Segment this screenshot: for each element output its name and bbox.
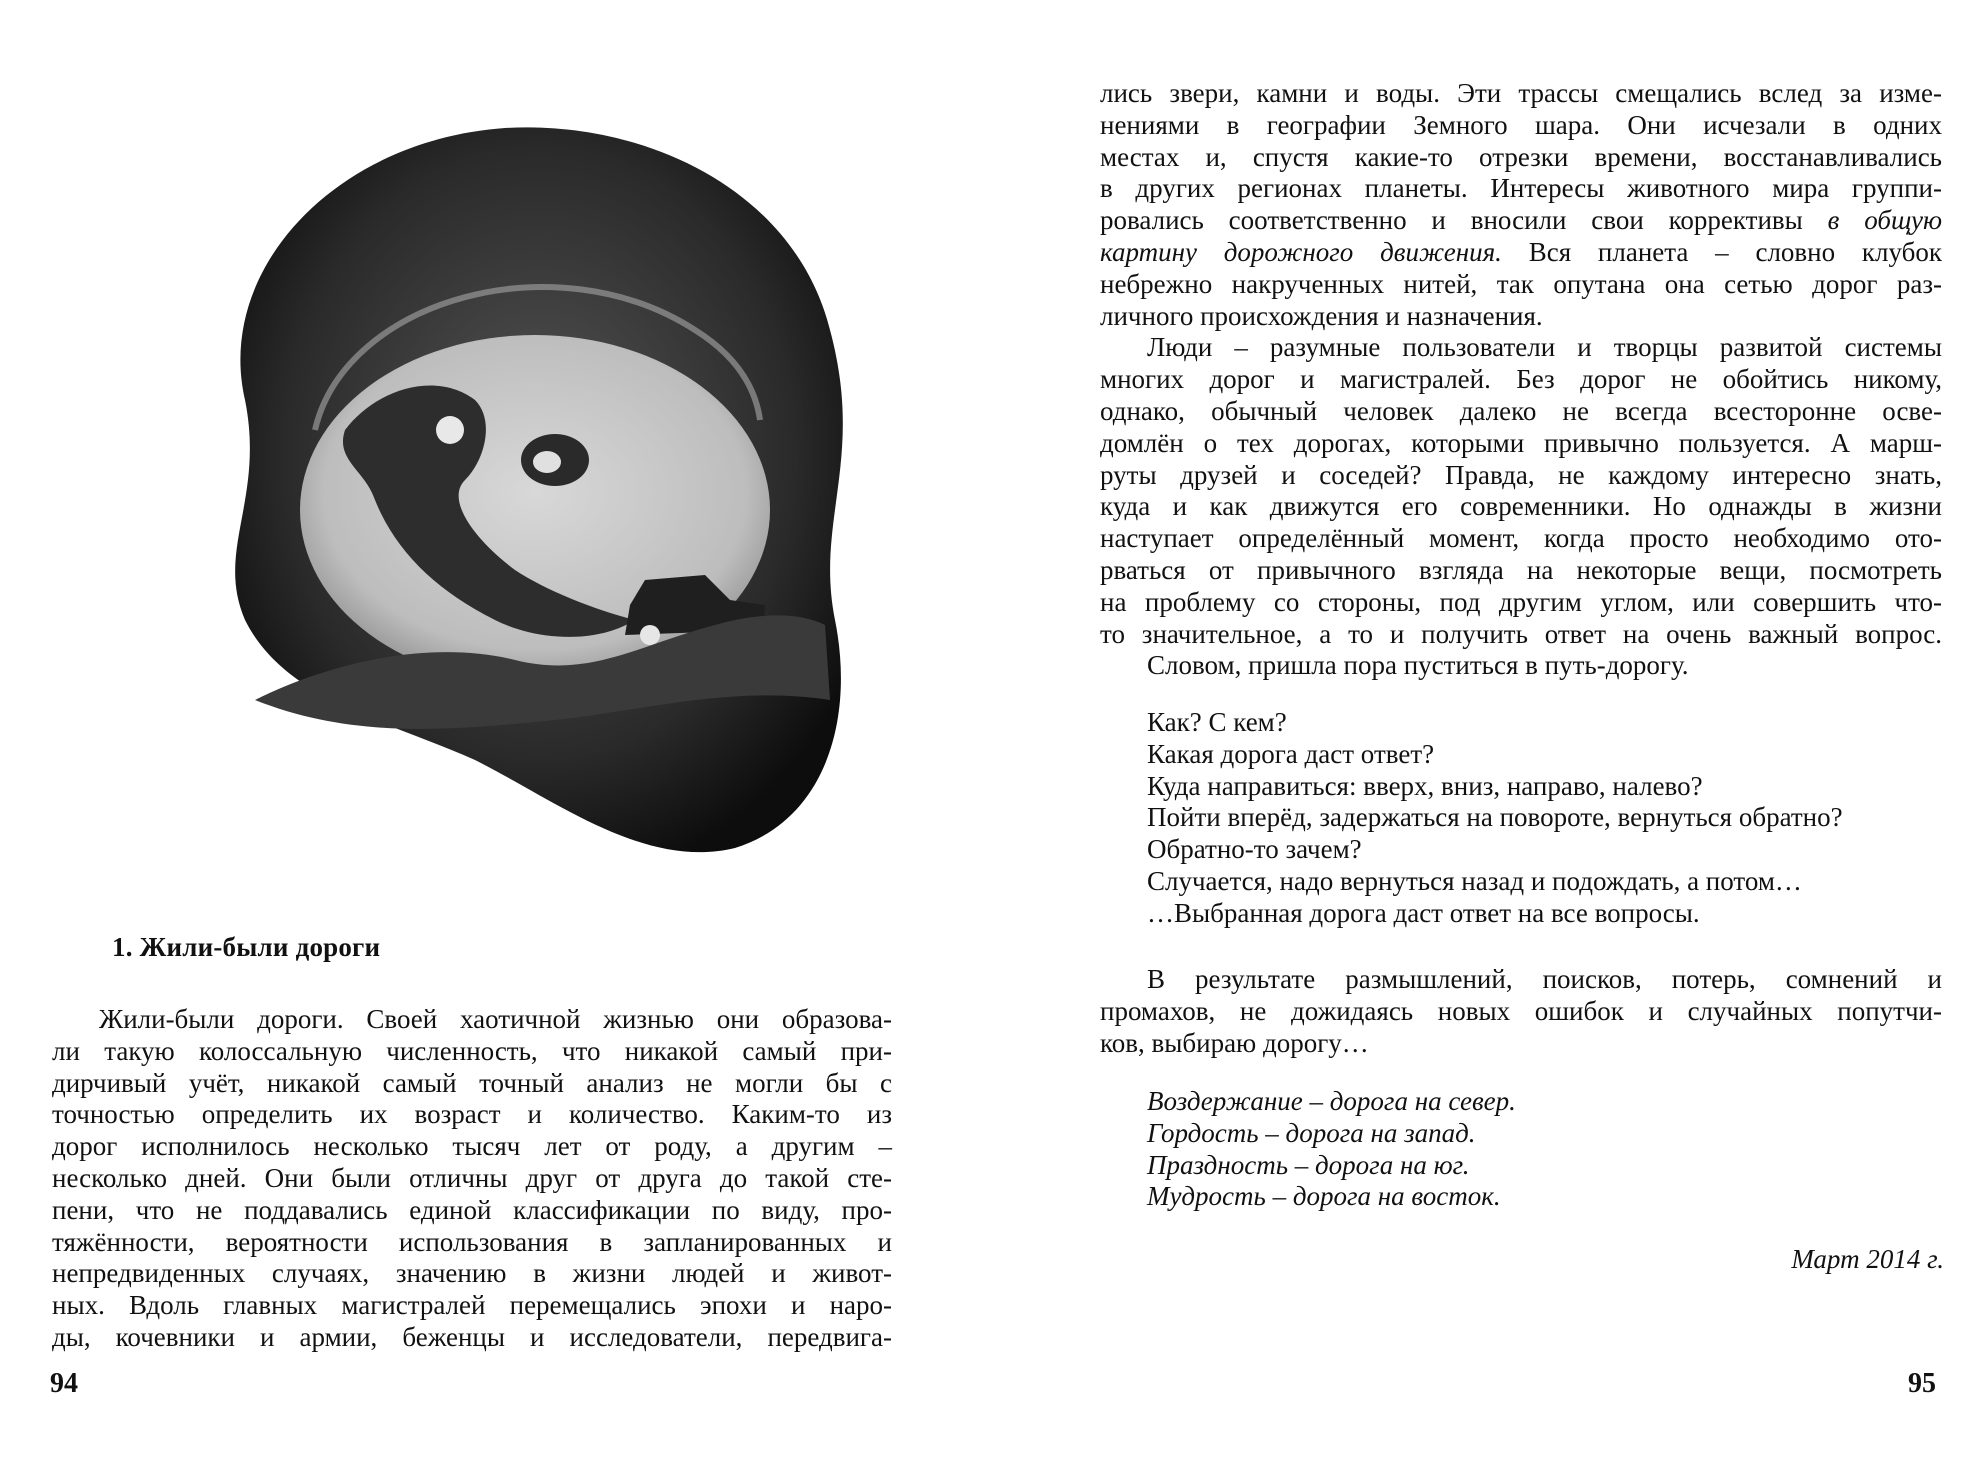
text-line: то значительное, а то и получить ответ на очень важный вопрос. [1100,618,1942,649]
direction-line: Воздержание – дорога на север. [1147,1086,1516,1116]
text-segment: ровались соответственно и вносили свои коррективы [1100,205,1803,236]
question-line: Пойти вперёд, задержаться на повороте, вернуться обратно? [1147,802,1843,833]
italic-segment: картину дорожного движения. [1100,236,1502,267]
right-page-paragraphs [1100,78,1942,682]
text-line-mixed [1100,205,1942,237]
text-line: точностью определить их возраст и количество. Каким-то из [52,1099,892,1130]
text-line-mixed [1100,237,1942,269]
text-line: Словом, пришла пора пуститься в путь-дорогу. [1147,650,1689,681]
text-line: пени, что не поддавались единой классификации по виду, про- [52,1194,892,1225]
question-line: Как? С кем? [1147,707,1287,737]
chapter-heading: 1. Жили-были дороги [112,932,381,962]
light-dot [436,416,464,444]
text-line: ных. Вдоль главных магистралей перемещались эпохи и наро- [52,1290,892,1321]
direction-line: Гордость – дорога на запад. [1147,1117,1476,1148]
date-signature: Март 2014 г. [1791,1244,1944,1274]
question-line: Случается, надо вернуться назад и подождать, а потом… [1147,865,1802,896]
text-line: на проблему со стороны, под другим углом, или совершить что- [1100,586,1942,617]
text-line: Жили-были дороги. Своей хаотичной жизнью они образова- [99,1004,892,1034]
text-line: промахов, не дожидаясь новых ошибок и случайных попутчи- [1100,995,1942,1026]
right-page [990,0,1979,1469]
text-line: нениями в географии Земного шара. Они исчезали в одних [1100,109,1942,140]
text-line: куда и как движутся его современники. Но однажды в жизни [1100,491,1942,522]
text-line: Люди – разумные пользователи и творцы развитой системы [1147,332,1942,363]
stone-illustration [175,100,855,870]
text-line: многих дорог и магистралей. Без дорог не обойтись никому, [1100,364,1942,395]
italic-segment: в общую [1827,205,1942,236]
direction-line: Праздность – дорога на юг. [1147,1149,1470,1180]
text-line: несколько дней. Они были отличны друг от друга до такой сте- [52,1162,892,1193]
question-line: …Выбранная дорога даст ответ на все вопросы. [1147,897,1700,928]
text-line: рваться от привычного взгляда на некоторые вещи, посмотреть [1100,554,1942,585]
text-line: домлён о тех дорогах, которыми привычно пользуется. А марш- [1100,427,1942,458]
question-line: Обратно-то зачем? [1147,834,1362,865]
text-line: непредвиденных случаях, значению в жизни людей и живот- [52,1258,892,1289]
direction-line: Мудрость – дорога на восток. [1147,1181,1501,1212]
left-page [0,0,989,1469]
text-line: В результате размышлений, поисков, потерь, сомнений и [1147,964,1942,994]
light-oval [533,451,561,473]
text-segment: Вся планета – словно клубок [1501,236,1942,267]
questions-block [1147,707,1843,930]
text-line: в других регионах планеты. Интересы животного мира группи- [1100,173,1942,204]
text-line: ков, выбираю дорогу… [1100,1027,1369,1058]
page-number-right: 95 [1908,1368,1936,1399]
question-line: Какая дорога даст ответ? [1147,738,1435,769]
text-line: местах и, спустя какие-то отрезки времени, восстанавливались [1100,141,1942,172]
text-line: дирчивый учёт, никакой самый точный анализ не могли бы с [52,1067,892,1098]
text-line: личного происхождения и назначения. [1100,300,1543,331]
text-line: руты друзей и соседей? Правда, не каждому интересно знать, [1100,459,1942,490]
text-line: небрежно накрученных нитей, так опутана она сетью дорог раз- [1100,268,1942,299]
car-wheel-icon [640,625,660,645]
directions-list [1147,1086,1516,1213]
text-line: ды, кочевники и армии, беженцы и исследователи, передвига- [52,1321,892,1352]
left-page-paragraph [52,1004,892,1354]
page-number-left: 94 [50,1368,78,1399]
text-line: тяжённости, вероятности использования в запланированных и [52,1226,892,1257]
closing-paragraph [1100,964,1942,1059]
text-line: ли такую колоссальную численность, что никакой самый при- [52,1035,892,1066]
text-line: лись звери, камни и воды. Эти трассы смещались вслед за изме- [1100,78,1942,108]
text-line: наступает определённый момент, когда просто необходимо ото- [1100,523,1942,554]
text-line: однако, обычный человек далеко не всегда всесторонне осве- [1100,395,1942,426]
question-line: Куда направиться: вверх, вниз, направо, налево? [1147,770,1703,801]
text-line: дорог исполнилось несколько тысяч лет от роду, а другим – [52,1131,892,1162]
